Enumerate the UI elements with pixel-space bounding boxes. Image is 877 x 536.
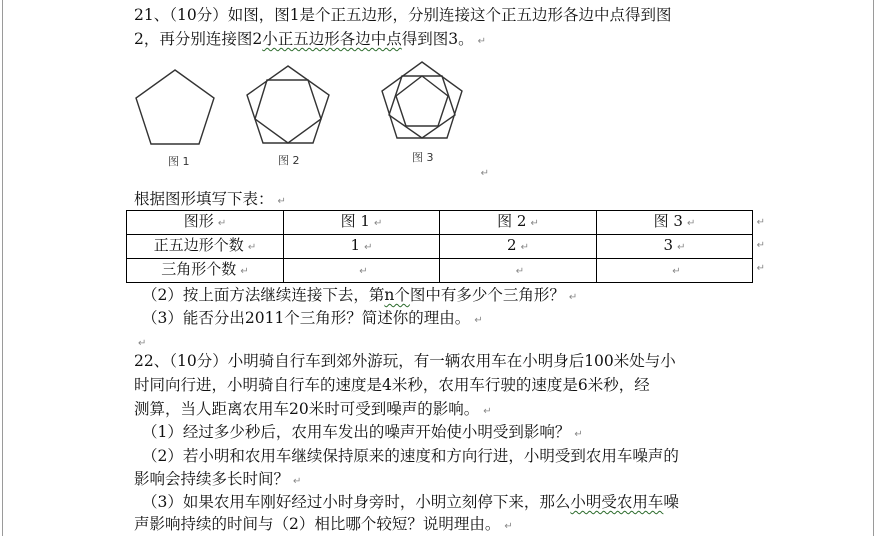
figure-1-pentagon — [136, 70, 214, 144]
row-label: 三角形个数 ↵ — [127, 259, 284, 283]
q22-line-2: 时同向行进，小明骑自行车的速度是4米秒，农用车行驶的速度是6米秒，经 — [134, 376, 650, 394]
figure-2-caption: 图 2 — [278, 154, 300, 167]
row-label: 正五边形个数 ↵ — [127, 235, 284, 259]
q22-sub-2-line-1: （2）若小明和农用车继续保持原来的速度和方向行进，小明受到农用车噪声的 — [142, 447, 679, 465]
paragraph-mark: ↵ — [480, 168, 489, 179]
q22-line-1: 22、（10分）小明骑自行车到郊外游玩，有一辆农用车在小明身后100米处与小 — [134, 352, 676, 370]
q22-sub-3-line-2: 声影响持续的时间与（2）相比哪个较短？说明理由。 ↵ — [134, 515, 513, 533]
q21-line-2: 2，再分别连接图2小正五边形各边中点得到图3。 ↵ — [134, 30, 487, 48]
row-end-mark: ↵ — [756, 240, 765, 251]
figure-3-caption: 图 3 — [412, 151, 434, 164]
figure-2-inner-pentagon — [255, 80, 321, 143]
q22-sub-1: （1）经过多少秒后，农用车发出的噪声开始使小明受到影响？ ↵ — [142, 423, 583, 441]
figure-1-caption: 图 1 — [168, 155, 190, 168]
header-cell: 图 2 ↵ — [440, 211, 597, 235]
figure-3-inner-pentagon — [396, 76, 448, 126]
table-cell: 2 ↵ — [440, 235, 597, 259]
table-cell: 3 ↵ — [597, 235, 753, 259]
table-cell: 1 ↵ — [284, 235, 440, 259]
table-cell: ↵ — [284, 259, 440, 283]
header-cell: 图形 ↵ — [127, 211, 284, 235]
table-row — [127, 235, 753, 259]
figure-count-table — [126, 210, 753, 283]
table-cell: ↵ — [597, 259, 753, 283]
q21-sub-3: （3）能否分出2011个三角形？简述你的理由。 ↵ — [142, 309, 483, 327]
figure-3-middle-pentagon — [389, 76, 455, 138]
row-end-mark: ↵ — [756, 263, 765, 274]
q22-line-3: 测算，当人距离农用车20米时可受到噪声的影响。 ↵ — [134, 400, 492, 418]
pentagon-figures — [0, 0, 877, 200]
table-header-row — [127, 211, 753, 235]
blank-line: ↵ — [138, 338, 147, 349]
q22-sub-3-line-1: （3）如果农用车刚好经过小时身旁时，小明立刻停下来，那么小明受农用车噪 — [142, 493, 679, 511]
table-intro: 根据图形填写下表： ↵ — [134, 190, 286, 208]
header-cell: 图 3 ↵ — [597, 211, 753, 235]
q22-sub-2-line-2: 影响会持续多长时间？ ↵ — [134, 470, 302, 488]
table-cell: ↵ — [440, 259, 597, 283]
q21-line-1: 21、（10分）如图，图1是个正五边形，分别连接这个正五边形各边中点得到图 — [134, 6, 672, 24]
q21-sub-2: （2）按上面方法继续连接下去，第n个图中有多少个三角形？ ↵ — [142, 286, 578, 304]
table-row — [127, 259, 753, 283]
row-end-mark: ↵ — [756, 217, 765, 228]
header-cell: 图 1 ↵ — [284, 211, 440, 235]
